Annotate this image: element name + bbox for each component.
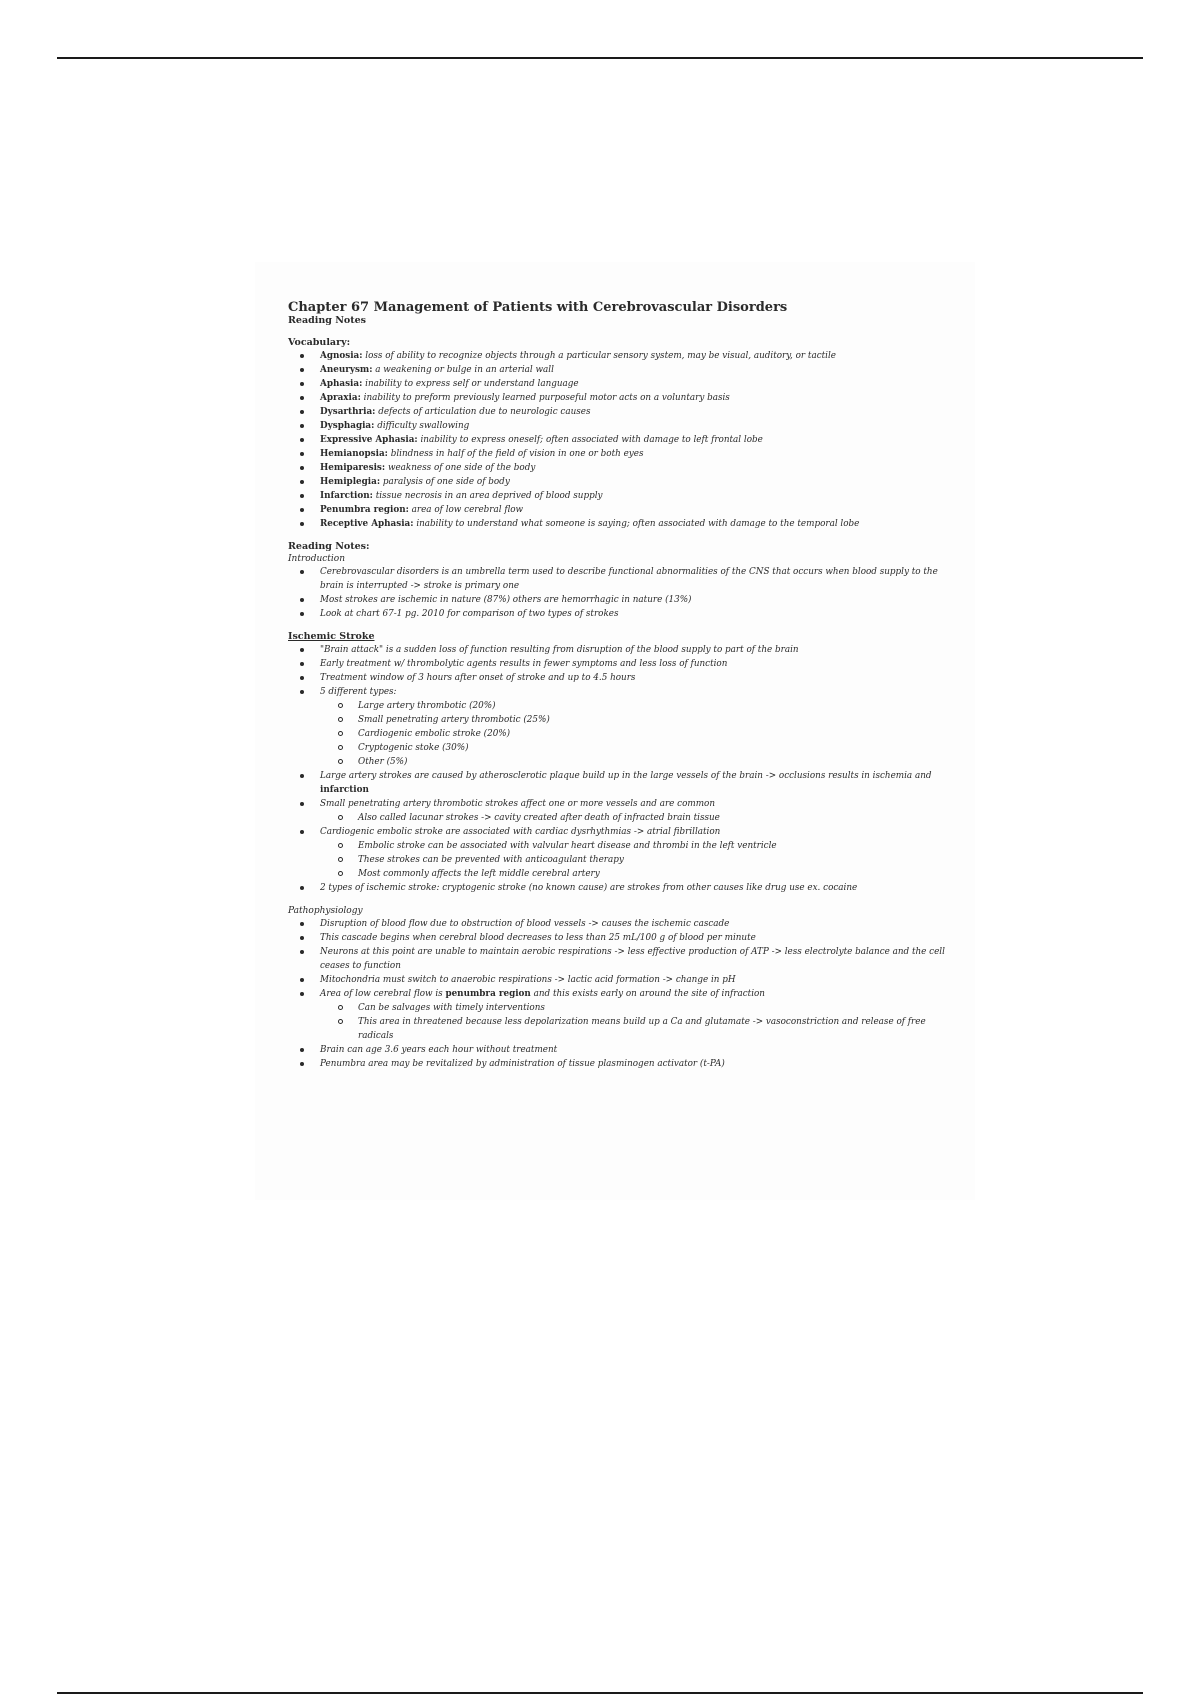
sub-list-item: Also called lacunar strokes -> cavity created after death of infracted brain tissue	[358, 811, 953, 825]
vocab-term: Hemiplegia:	[320, 477, 381, 487]
vocab-item	[320, 433, 953, 447]
vocab-definition: difficulty swallowing	[377, 421, 470, 431]
vocab-term: Aneurysm:	[320, 365, 373, 375]
sub-list-item: This area in threatened because less depolarization means build up a Ca and glutamate -> vasoconstriction and release of free radicals	[358, 1015, 953, 1043]
sub-list-item: Cardiogenic embolic stroke (20%)	[358, 727, 953, 741]
list-item-text: and this exists early on around the site of infraction	[530, 989, 765, 999]
bottom-rule	[57, 1692, 1143, 1694]
list-item-text: 5 different types:	[320, 687, 397, 697]
document-subtitle: Reading Notes	[288, 315, 367, 326]
list-item-text: Cardiogenic embolic stroke are associated with cardiac dysrhythmias -> atrial fibrillation	[320, 827, 721, 837]
list-item: Neurons at this point are unable to maintain aerobic respirations -> less effective production of ATP -> less electrolyte balance and the cell ceases to function	[320, 945, 953, 973]
sub-list	[320, 811, 953, 825]
sub-list-item: Cryptogenic stoke (30%)	[358, 741, 953, 755]
list-item	[320, 797, 953, 825]
document-page	[255, 262, 975, 1200]
vocab-definition: defects of articulation due to neurologic causes	[378, 407, 591, 417]
vocab-item	[320, 349, 953, 363]
list-item: Brain can age 3.6 years each hour without treatment	[320, 1043, 953, 1057]
vocab-term: Expressive Aphasia:	[320, 435, 418, 445]
vocab-term: Dysarthria:	[320, 407, 376, 417]
vocab-term: Aphasia:	[320, 379, 363, 389]
vocab-definition: blindness in half of the field of vision in one or both eyes	[390, 449, 644, 459]
vocab-item	[320, 391, 953, 405]
bold-term: infarction	[320, 785, 369, 795]
sub-list-item: These strokes can be prevented with anticoagulant therapy	[358, 853, 953, 867]
vocab-item	[320, 377, 953, 391]
vocab-item	[320, 503, 953, 517]
sub-list-item: Other (5%)	[358, 755, 953, 769]
vocab-item	[320, 405, 953, 419]
sub-list-item: Can be salvages with timely interventions	[358, 1001, 953, 1015]
list-item: Disruption of blood flow due to obstruction of blood vessels -> causes the ischemic cascade	[320, 917, 953, 931]
list-item-text: Small penetrating artery thrombotic strokes affect one or more vessels and are common	[320, 799, 716, 809]
vocab-item	[320, 447, 953, 461]
vocab-term: Apraxia:	[320, 393, 361, 403]
list-item	[320, 685, 953, 769]
stroke-types-list	[320, 699, 953, 769]
list-item: "Brain attack" is a sudden loss of function resulting from disruption of the blood supply to part of the brain	[320, 643, 953, 657]
list-item-text: Area of low cerebral flow is	[320, 989, 446, 999]
vocab-term: Infarction:	[320, 491, 373, 501]
sub-list-item: Most commonly affects the left middle cerebral artery	[358, 867, 953, 881]
vocab-item	[320, 363, 953, 377]
vocab-definition: inability to understand what someone is saying; often associated with damage to the temporal lobe	[416, 519, 860, 529]
list-item: Treatment window of 3 hours after onset of stroke and up to 4.5 hours	[320, 671, 953, 685]
vocab-definition: paralysis of one side of body	[382, 477, 510, 487]
list-item: Most strokes are ischemic in nature (87%) others are hemorrhagic in nature (13%)	[320, 593, 953, 607]
top-rule	[57, 57, 1143, 59]
vocab-item	[320, 419, 953, 433]
list-item-text: Large artery strokes are caused by atherosclerotic plaque build up in the large vessels of the brain -> occlusions results in ischemia and	[320, 771, 932, 781]
list-item	[320, 825, 953, 881]
vocab-definition: tissue necrosis in an area deprived of blood supply	[375, 491, 603, 501]
vocab-item	[320, 461, 953, 475]
bold-term: penumbra region	[445, 989, 531, 999]
vocab-term: Hemiparesis:	[320, 463, 386, 473]
vocab-item	[320, 517, 953, 531]
vocab-definition: weakness of one side of the body	[387, 463, 536, 473]
ischemic-stroke-heading: Ischemic Stroke	[288, 631, 375, 642]
pathophysiology-heading: Pathophysiology	[288, 906, 363, 916]
introduction-list	[288, 565, 953, 621]
vocab-term: Agnosia:	[320, 351, 363, 361]
document-title: Chapter 67 Management of Patients with Cerebrovascular Disorders	[288, 300, 788, 315]
sub-list	[320, 839, 953, 881]
list-item: This cascade begins when cerebral blood decreases to less than 25 mL/100 g of blood per minute	[320, 931, 953, 945]
list-item	[320, 769, 953, 797]
vocab-definition: a weakening or bulge in an arterial wall	[375, 365, 554, 375]
pathophysiology-list	[288, 917, 953, 1071]
ischemic-stroke-list	[288, 643, 953, 895]
vocab-item	[320, 475, 953, 489]
vocab-definition: inability to express oneself; often associated with damage to left frontal lobe	[420, 435, 763, 445]
list-item: Early treatment w/ thrombolytic agents results in fewer symptoms and less loss of function	[320, 657, 953, 671]
vocab-definition: inability to preform previously learned purposeful motor acts on a voluntary basis	[363, 393, 730, 403]
list-item: Mitochondria must switch to anaerobic respirations -> lactic acid formation -> change in pH	[320, 973, 953, 987]
vocabulary-heading: Vocabulary:	[288, 337, 351, 348]
list-item: 2 types of ischemic stroke: cryptogenic stroke (no known cause) are strokes from other causes like drug use ex. cocaine	[320, 881, 953, 895]
list-item: Cerebrovascular disorders is an umbrella term used to describe functional abnormalities of the CNS that occurs when blood supply to the brain is interrupted -> stroke is primary one	[320, 565, 953, 593]
vocab-definition: loss of ability to recognize objects through a particular sensory system, may be visual, auditory, or tactile	[365, 351, 837, 361]
vocab-item	[320, 489, 953, 503]
sub-list-item: Large artery thrombotic (20%)	[358, 699, 953, 713]
list-item: Look at chart 67-1 pg. 2010 for comparison of two types of strokes	[320, 607, 953, 621]
vocab-term: Penumbra region:	[320, 505, 409, 515]
reading-notes-heading: Reading Notes:	[288, 541, 370, 552]
introduction-heading: Introduction	[288, 554, 345, 564]
vocab-term: Dysphagia:	[320, 421, 375, 431]
vocab-definition: area of low cerebral flow	[411, 505, 524, 515]
vocab-term: Hemianopsia:	[320, 449, 388, 459]
sub-list	[320, 1001, 953, 1043]
vocab-term: Receptive Aphasia:	[320, 519, 414, 529]
vocabulary-list	[288, 349, 953, 531]
sub-list-item: Small penetrating artery thrombotic (25%)	[358, 713, 953, 727]
vocab-definition: inability to express self or understand language	[365, 379, 579, 389]
list-item	[320, 987, 953, 1043]
list-item: Penumbra area may be revitalized by administration of tissue plasminogen activator (t-PA)	[320, 1057, 953, 1071]
sub-list-item: Embolic stroke can be associated with valvular heart disease and thrombi in the left ventricle	[358, 839, 953, 853]
